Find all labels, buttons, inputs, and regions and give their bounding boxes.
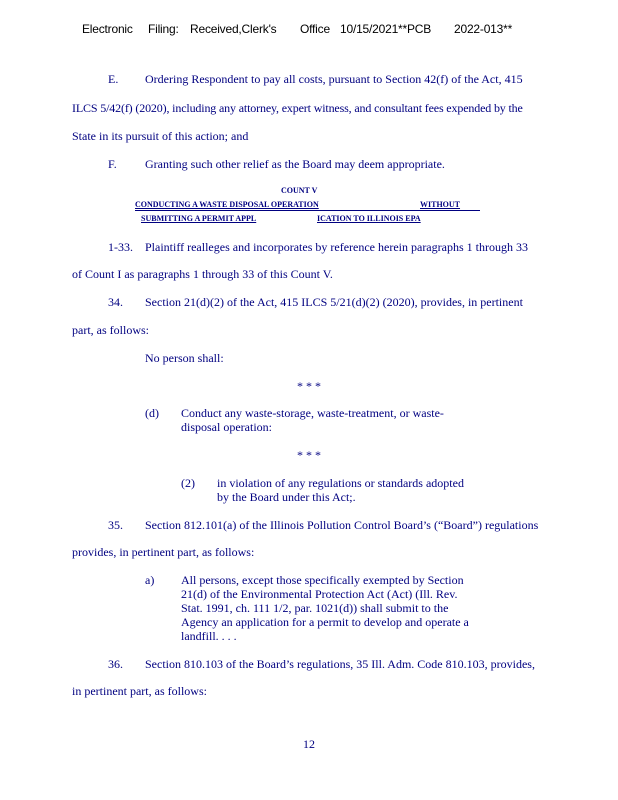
para-35-a-line1: All persons, except those specifically exempted by Section (181, 573, 464, 587)
para-34-stars1: * * * (297, 379, 321, 393)
heading-rule (135, 210, 480, 211)
para-e-line2: ILCS 5/42(f) (2020), including any attorney, expert witness, and consultant fees expended by the (72, 101, 523, 115)
para-34-d-label: (d) (145, 406, 159, 420)
para-34-sub-label: (2) (181, 476, 195, 490)
header-filing: Filing: (148, 22, 179, 36)
para-34-stars2: * * * (297, 448, 321, 462)
para-35-a-line2: 21(d) of the Environmental Protection Act (Act) (Ill. Rev. (181, 587, 458, 601)
count-heading-line2b: ICATION TO ILLINOIS EPA (317, 214, 421, 223)
para-34-sub-line2: by the Board under this Act;. (217, 490, 356, 504)
para-1-33-label: 1-33. (108, 240, 133, 254)
para-e-line1: Ordering Respondent to pay all costs, pursuant to Section 42(f) of the Act, 415 (145, 72, 523, 86)
para-36-label: 36. (108, 657, 123, 671)
count-heading-without: WITHOUT (420, 200, 461, 209)
para-35-a-line5: landfill. . . . (181, 629, 237, 643)
para-34-line1: Section 21(d)(2) of the Act, 415 ILCS 5/21(d)(2) (2020), provides, in pertinent (145, 295, 523, 309)
count-title: COUNT V (281, 186, 318, 195)
para-1-33-line1: Plaintiff realleges and incorporates by reference herein paragraphs 1 through 33 (145, 240, 528, 254)
para-34-label: 34. (108, 295, 123, 309)
count-heading-line2a: SUBMITTING A PERMIT APPL (141, 214, 257, 223)
count-heading-line1: CONDUCTING A WASTE DISPOSAL OPERATION (135, 200, 319, 209)
para-f-text: Granting such other relief as the Board may deem appropriate. (145, 157, 445, 171)
para-f-label: F. (108, 157, 117, 171)
para-35-a-line3: Stat. 1991, ch. 111 1/2, par. 1021(d)) shall submit to the (181, 601, 449, 615)
para-1-33-line2: of Count I as paragraphs 1 through 33 of this Count V. (72, 267, 333, 281)
header-received: Received,Clerk's (190, 22, 277, 36)
para-34-quote-intro: No person shall: (145, 351, 224, 365)
para-35-line2: provides, in pertinent part, as follows: (72, 545, 255, 559)
para-34-sub-line1: in violation of any regulations or standards adopted (217, 476, 464, 490)
page-number: 12 (303, 737, 315, 751)
header-case: 2022-013** (454, 22, 513, 36)
header-date: 10/15/2021**PCB (340, 22, 432, 36)
para-35-label: 35. (108, 518, 123, 532)
para-36-line2: in pertinent part, as follows: (72, 684, 207, 698)
header-electronic: Electronic (82, 22, 133, 36)
para-e-line3: State in its pursuit of this action; and (72, 129, 249, 143)
para-36-line1: Section 810.103 of the Board’s regulations, 35 Ill. Adm. Code 810.103, provides, (145, 657, 535, 671)
para-34-d-line1: Conduct any waste-storage, waste-treatment, or waste- (181, 406, 444, 420)
para-34-line2: part, as follows: (72, 323, 149, 337)
para-35-line1: Section 812.101(a) of the Illinois Pollution Control Board’s (“Board”) regulations (145, 518, 539, 532)
para-e-label: E. (108, 72, 119, 86)
para-34-d-line2: disposal operation: (181, 420, 272, 434)
para-35-a-line4: Agency an application for a permit to develop and operate a (181, 615, 469, 629)
para-35-a-label: a) (145, 573, 155, 587)
header-office: Office (300, 22, 330, 36)
